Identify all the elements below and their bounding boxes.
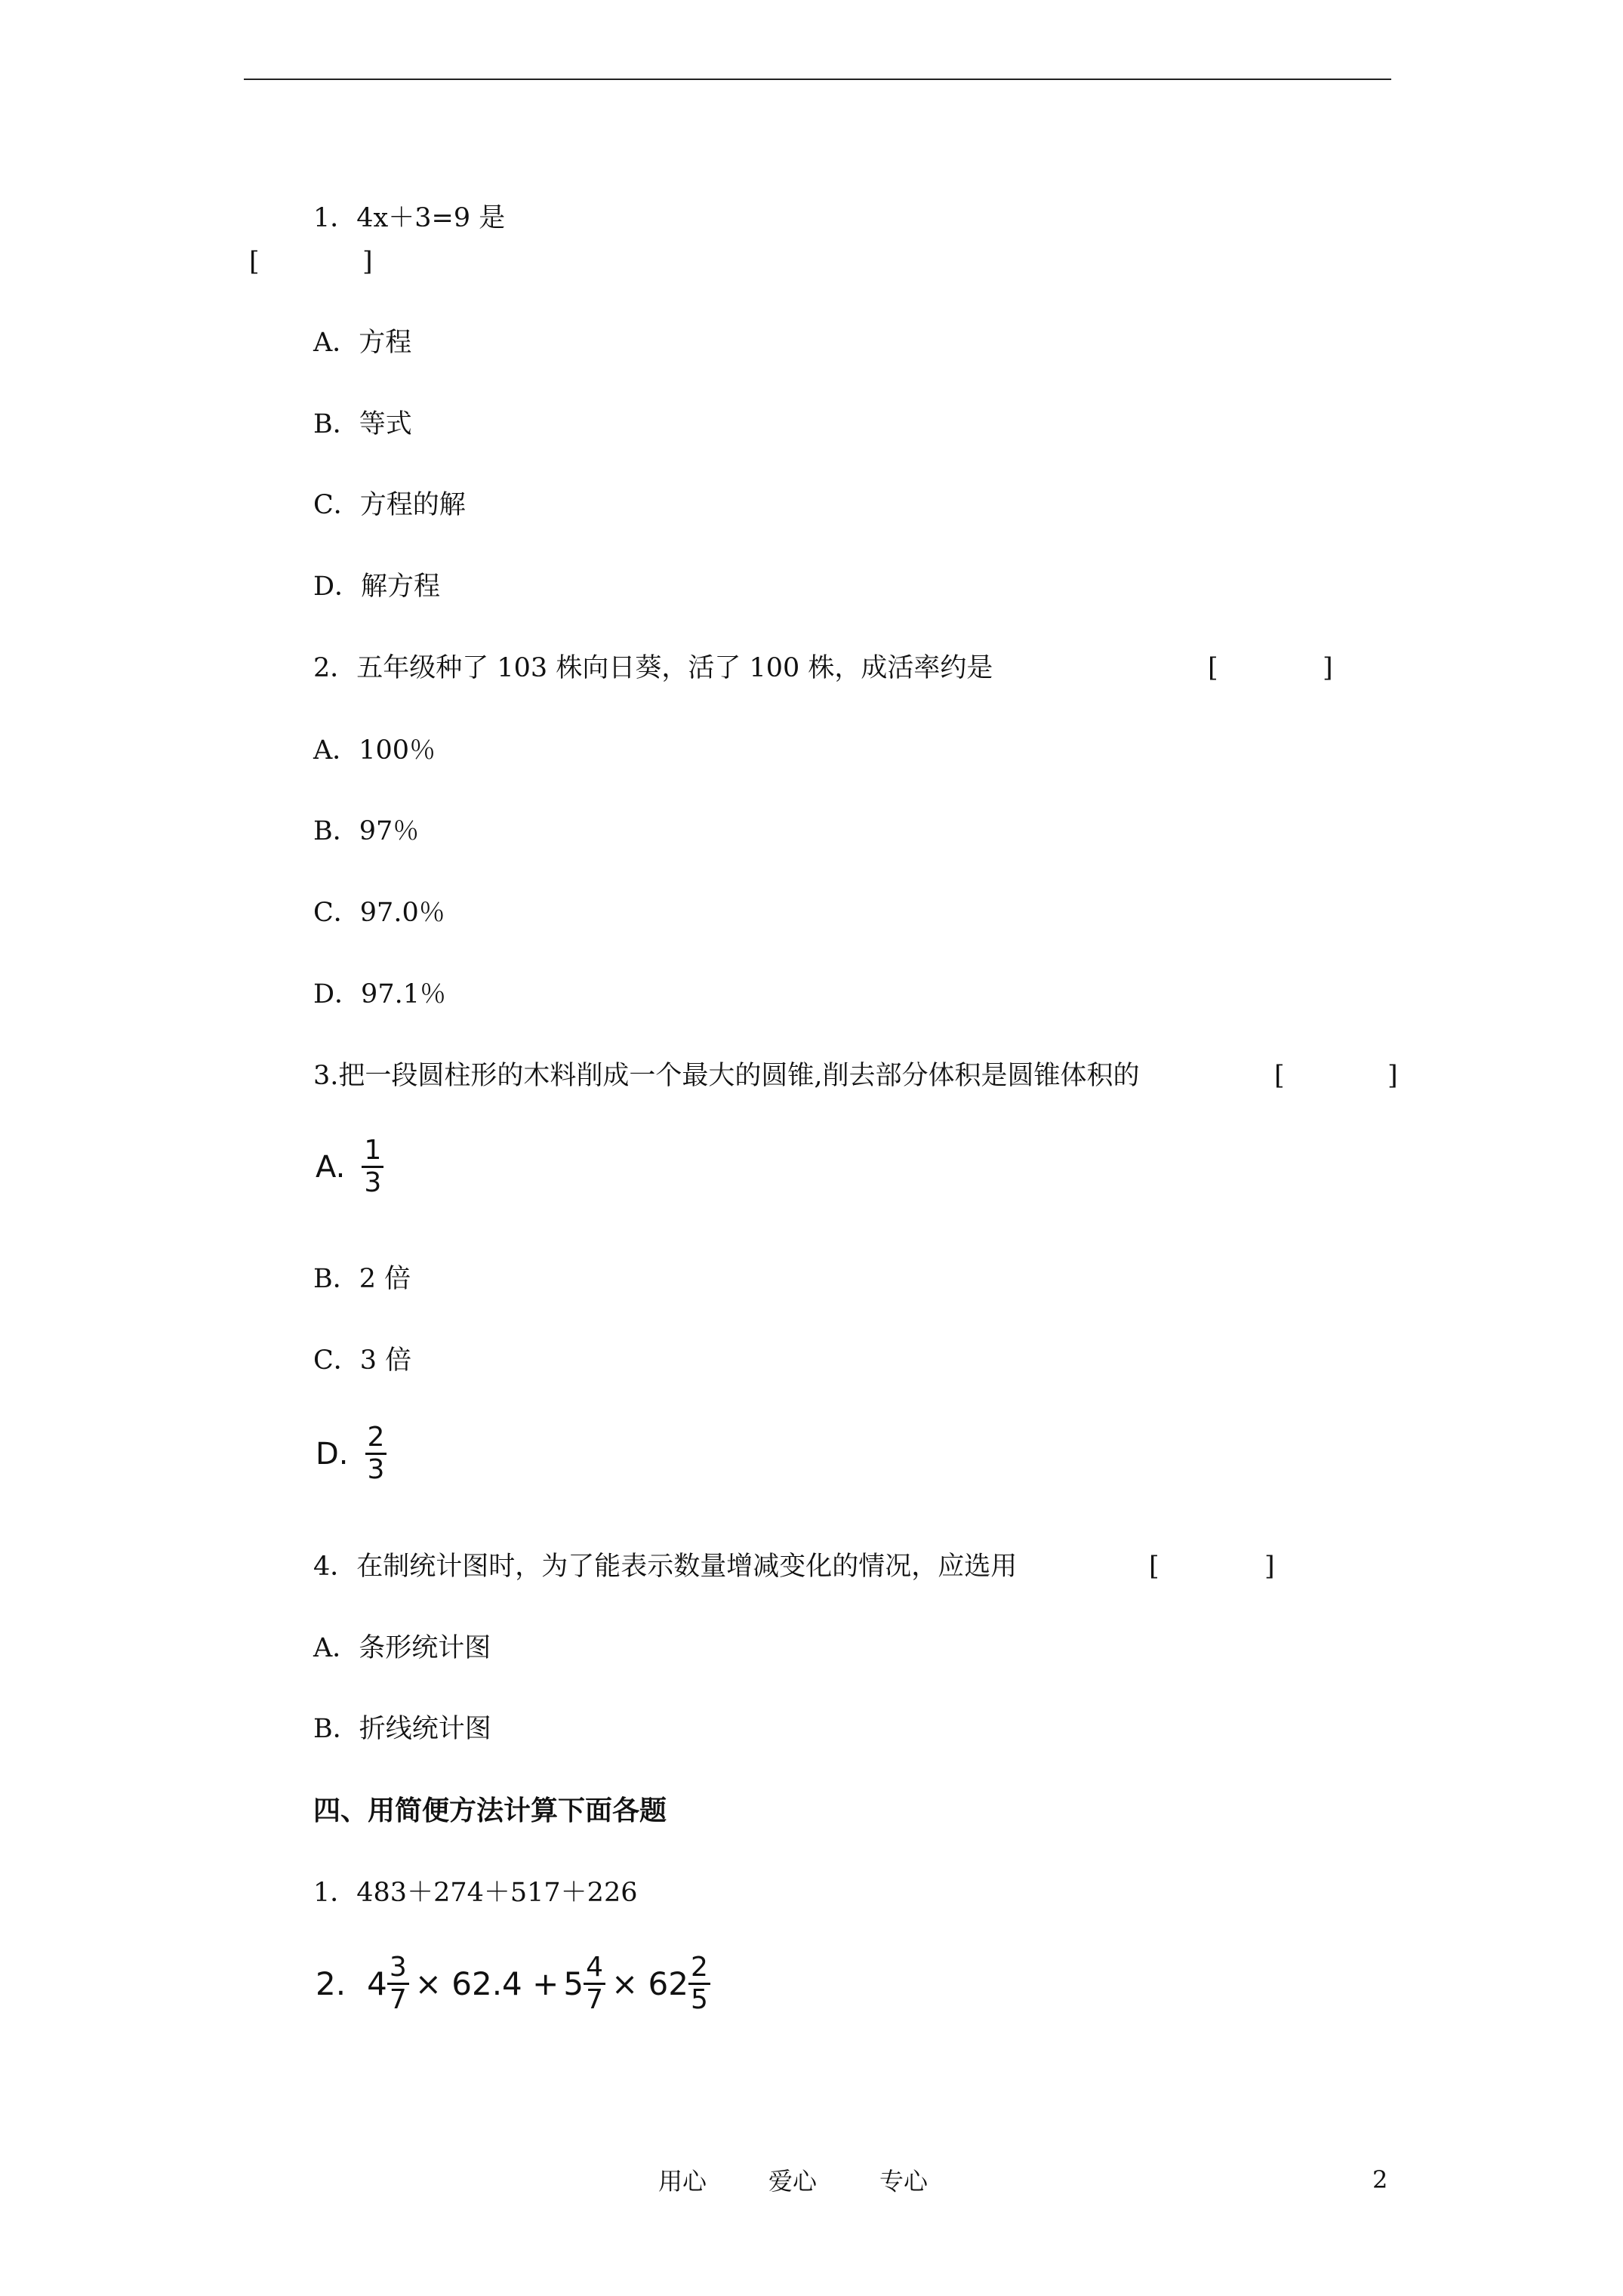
fraction-numerator: 1 [362,1137,383,1168]
q3-stem: 3.把一段圆柱形的木料削成一个最大的圆锥,削去部分体积是圆锥体积的 [313,1061,1140,1091]
q3-option-d-label: D. [316,1436,349,1472]
q4-bracket-open: [ [1149,1552,1160,1582]
q3-option-c: C．3 倍 [313,1345,412,1376]
operator-segment-1: × 62.4 + [414,1965,559,2002]
q3-option-d [316,1424,387,1484]
operator-segment-2: × 62 [611,1965,688,2002]
footer-word-2: 爱心 [768,2167,818,2196]
mixed-number-1 [367,1954,409,2014]
whole-part: 5 [563,1965,584,2002]
q2-option-d: D．97.1％ [313,979,446,1009]
calc-problem-2-label: 2. [316,1965,346,2002]
q3-option-d-fraction [365,1424,387,1484]
calc-problem-1: 1．483＋274＋517＋226 [313,1878,638,1908]
q1-bracket-close: ] [362,247,373,277]
fraction-numerator: 2 [365,1424,387,1455]
fraction-denominator: 5 [690,1984,708,2015]
q1-option-d: D．解方程 [313,572,441,602]
q2-option-c: C．97.0％ [313,898,445,928]
q1-bracket-open: [ [249,247,260,277]
header-rule [244,79,1391,80]
fraction-numerator: 3 [387,1954,409,1985]
q3-option-b: B．2 倍 [313,1264,411,1294]
footer-word-1: 用心 [658,2167,707,2196]
whole-part: 4 [367,1965,387,2002]
footer-word-3: 专心 [879,2167,929,2196]
q3-option-a-fraction [362,1137,383,1197]
fraction-denominator: 3 [367,1454,385,1485]
q1-stem: 1．4x＋3=9 是 [313,203,506,233]
q4-stem: 4．在制统计图时，为了能表示数量增减变化的情况，应选用 [313,1552,1018,1582]
q2-bracket-open: [ [1208,653,1218,683]
fraction-denominator: 7 [586,1984,603,2015]
q3-bracket-open: [ [1274,1061,1285,1091]
q4-option-a: A．条形统计图 [313,1633,491,1663]
q2-stem: 2．五年级种了 103 株向日葵，活了 100 株，成活率约是 [313,653,993,683]
q3-option-a [316,1137,383,1197]
fraction-numerator: 2 [688,1954,710,1985]
q1-option-c: C．方程的解 [313,490,466,520]
section-heading: 四、用简便方法计算下面各题 [313,1795,667,1826]
fraction-3 [688,1954,710,2014]
q2-option-b: B．97％ [313,816,420,846]
q1-option-b: B．等式 [313,409,412,439]
q4-bracket-close: ] [1264,1552,1275,1582]
fraction-numerator: 4 [584,1954,605,1985]
fraction-denominator: 3 [364,1167,382,1198]
mixed-number-2 [563,1954,605,2014]
q2-bracket-close: ] [1323,653,1333,683]
q3-option-a-label: A. [316,1149,346,1185]
q1-option-a: A．方程 [313,328,412,358]
q2-option-a: A．100％ [313,735,436,766]
page-number: 2 [1372,2165,1388,2194]
fraction [584,1954,605,2014]
fraction-denominator: 7 [389,1984,407,2015]
q3-bracket-close: ] [1387,1061,1398,1091]
fraction [387,1954,409,2014]
calc-problem-2 [316,1954,710,2014]
q4-option-b: B．折线统计图 [313,1714,491,1744]
